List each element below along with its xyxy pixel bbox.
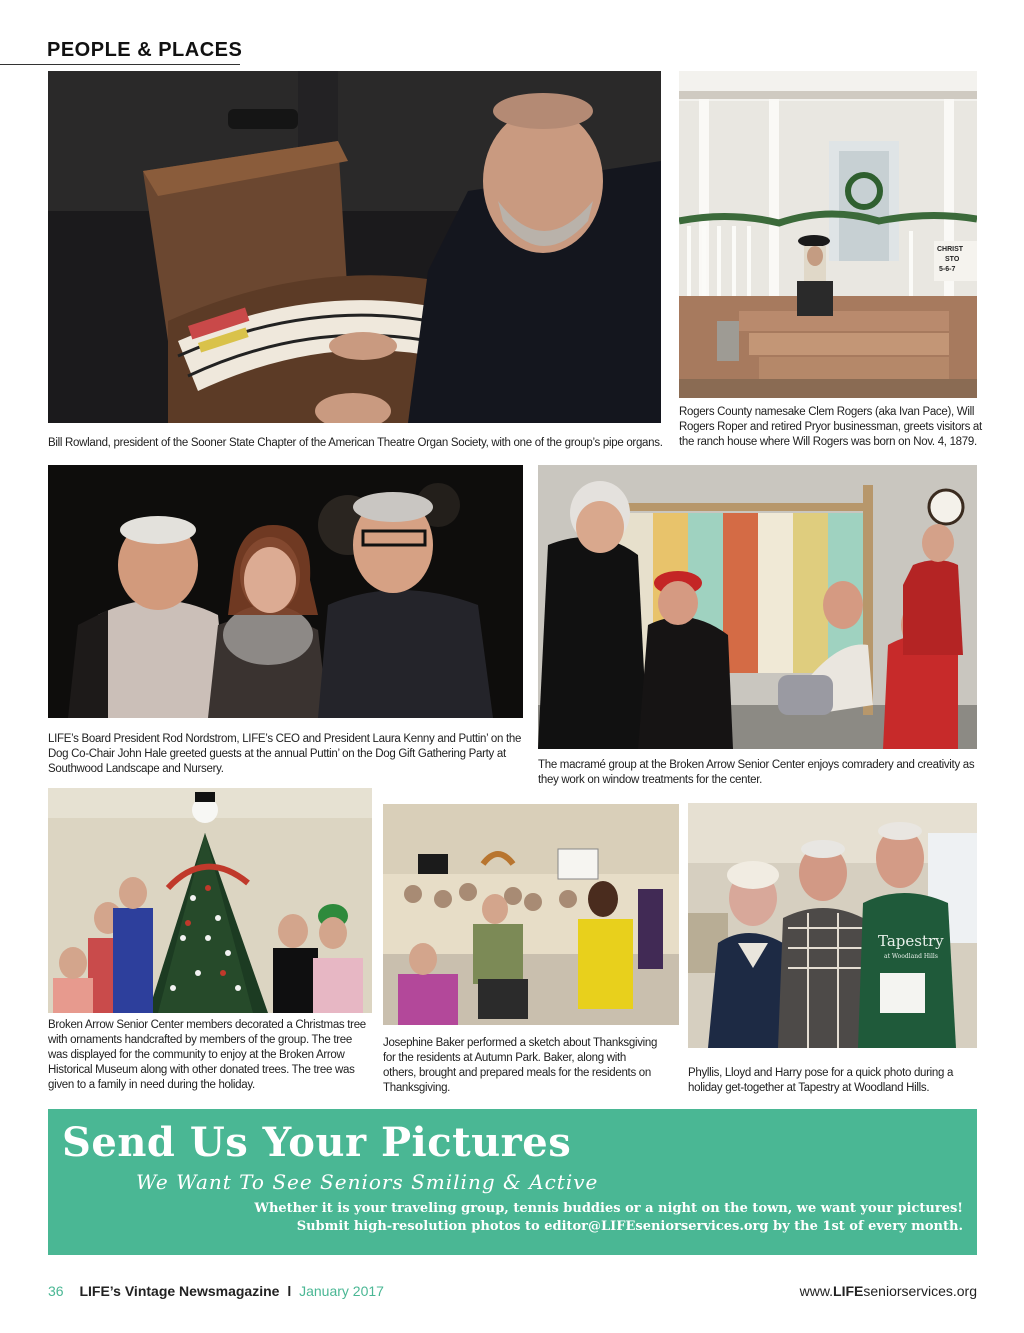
photo-party-leaders	[48, 465, 523, 718]
caption-line: Broken Arrow Senior Center members decorated a Christmas tree	[48, 1019, 366, 1031]
photo-christmas-tree	[48, 788, 372, 1013]
caption-party-leaders	[48, 732, 521, 777]
caption-organist: Bill Rowland, president of the Sooner State Chapter of the American Theatre Organ Society, with one of the group’s pipe organs.	[48, 437, 663, 449]
caption-line: LIFE’s Board President Rod Nordstrom, LIFE’s CEO and President Laura Kenny and Puttin’ on the	[48, 733, 522, 745]
caption-line: Josephine Baker performed a sketch about Thanksgiving	[383, 1037, 658, 1049]
section-title-rule	[0, 64, 240, 65]
caption-autumn-park	[383, 1036, 657, 1096]
footer-website[interactable]	[800, 1283, 977, 1299]
caption-line: given to a family in need during the holiday.	[48, 1079, 255, 1091]
caption-line: Thanksgiving.	[383, 1082, 451, 1094]
caption-line: The macramé group at the Broken Arrow Senior Center enjoys comradery and creativity as	[538, 759, 975, 771]
magazine-name: LIFE’s Vintage Newsmagazine	[79, 1283, 280, 1299]
send-pictures-banner	[48, 1109, 977, 1255]
caption-line: holiday get-together at Tapestry at Woodland Hills.	[688, 1082, 930, 1094]
caption-line: Phyllis, Lloyd and Harry pose for a quick photo during a	[688, 1067, 954, 1079]
banner-line-2: Submit high-resolution photos to editor@LIFEseniorservices.org by the 1st of every month.	[296, 1219, 963, 1234]
photo-autumn-park	[383, 804, 679, 1025]
caption-line: they work on window treatments for the center.	[538, 774, 762, 786]
sign-line-1: CHRIST	[937, 246, 964, 253]
caption-line: was displayed for the community to enjoy at the Broken Arrow	[48, 1049, 345, 1061]
photo-ranch-house	[679, 71, 977, 398]
footer-separator: l	[287, 1283, 292, 1299]
photo-macrame-group	[538, 465, 977, 749]
photo-tapestry-trio	[688, 803, 977, 1048]
caption-line: Historical Museum along with other donated trees. The tree was	[48, 1064, 355, 1076]
url-suffix: seniorservices.org	[863, 1283, 977, 1299]
banner-line-1: Whether it is your traveling group, tennis buddies or a night on the town, we want your pictures!	[254, 1201, 963, 1216]
caption-line: Southwood Landscape and Nursery.	[48, 763, 224, 775]
sign-line-2: STO	[945, 256, 960, 263]
caption-line: others, brought and prepared meals for the residents on	[383, 1067, 651, 1079]
caption-line: Rogers Roper and retired Pryor businessman, greets visitors at	[679, 421, 982, 433]
caption-macrame-group	[538, 758, 974, 788]
caption-line: Dog Co-Chair John Hale greeted guests at the annual Puttin’ on the Dog Gift Gathering Party at	[48, 748, 506, 760]
caption-line: Rogers County namesake Clem Rogers (aka Ivan Pace), Will	[679, 406, 975, 418]
caption-line: the ranch house where Will Rogers was born on Nov. 4, 1879.	[679, 436, 977, 448]
caption-line: for the residents at Autumn Park. Baker, along with	[383, 1052, 626, 1064]
photo-organist	[48, 71, 661, 423]
page-number: 36	[48, 1283, 64, 1299]
footer-left	[48, 1283, 384, 1299]
caption-tapestry-trio	[688, 1066, 953, 1096]
sign-line-3: 5-6-7	[939, 266, 956, 273]
shirt-text-tapestry: Tapestry	[878, 932, 944, 950]
url-prefix: www.	[799, 1283, 834, 1299]
url-brand: LIFE	[833, 1283, 864, 1299]
caption-christmas-tree	[48, 1018, 366, 1093]
banner-title: Send Us Your Pictures	[62, 1119, 572, 1166]
caption-ranch-house	[679, 405, 982, 450]
caption-line: with ornaments handcrafted by members of the group. The tree	[48, 1034, 352, 1046]
shirt-text-woodland: at Woodland Hills	[884, 953, 938, 960]
banner-subtitle: We Want To See Seniors Smiling & Active	[136, 1170, 599, 1194]
section-title: PEOPLE & PLACES	[47, 39, 243, 61]
issue-date: January 2017	[299, 1283, 384, 1299]
